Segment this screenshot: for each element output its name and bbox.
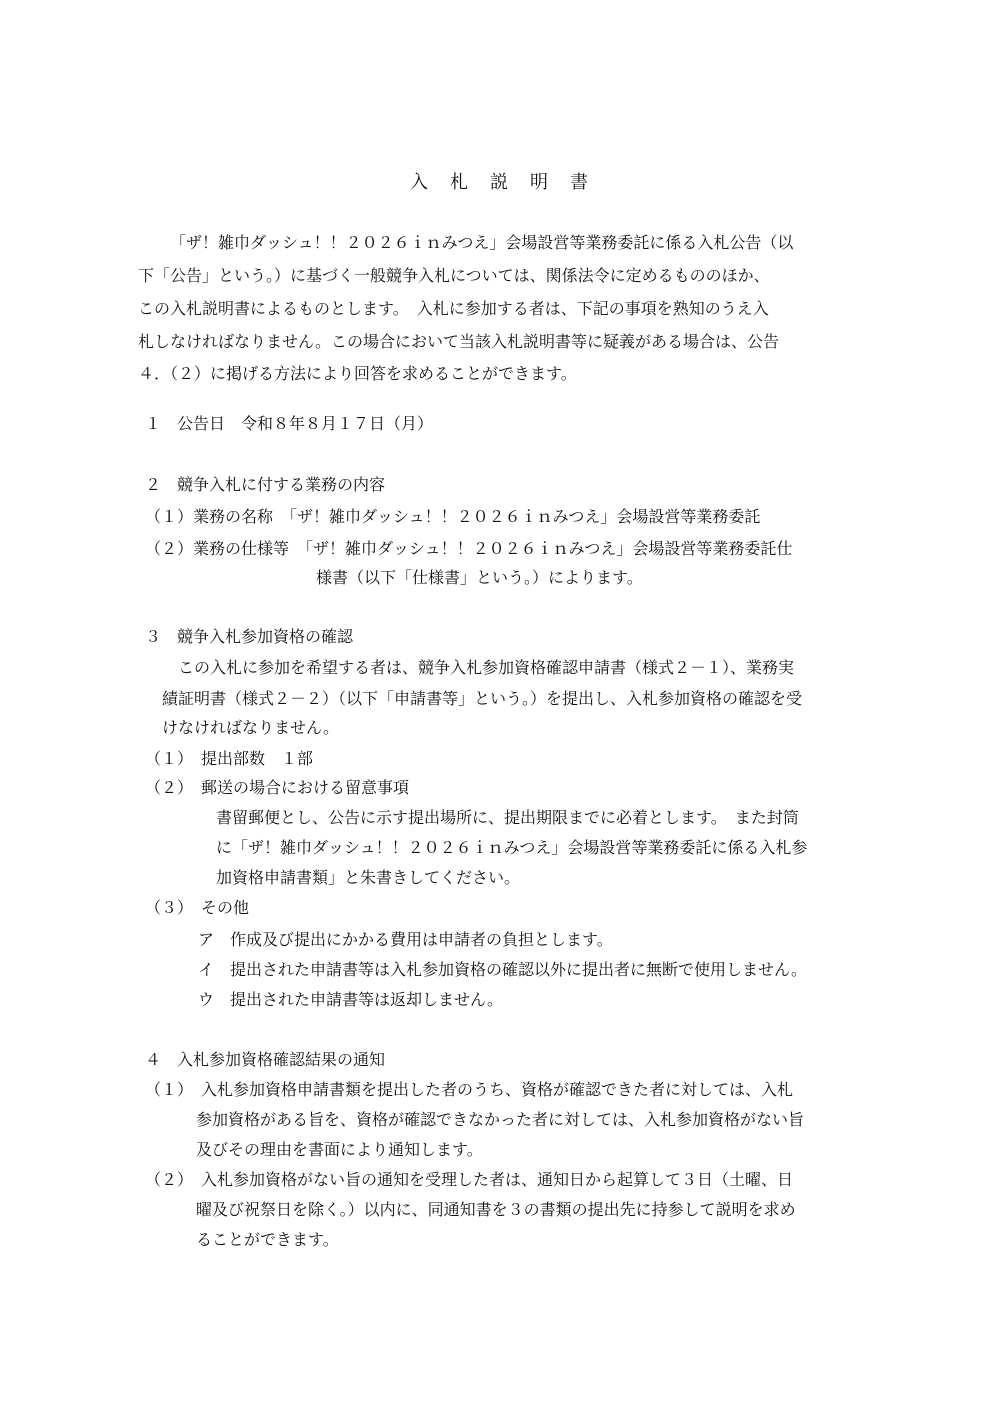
section-4-item-2-line: ることができます。 [196, 1230, 339, 1249]
intro-line: この入札説明書によるものとします。 入札に参加する者は、下記の事項を熟知のうえ入 [138, 299, 769, 318]
section-3-item-3: （３） その他 [145, 898, 250, 917]
section-4-item-1-line: 及びその理由を書面により通知します。 [196, 1140, 483, 1159]
section-2-item-2: （２）業務の仕様等 「ザ！雑巾ダッシュ！！２０２６ｉｎみつえ」会場設営等業務委託仕 [145, 539, 793, 558]
section-2-item-2-cont: 様書（以下「仕様書」という。）によります。 [316, 568, 643, 587]
document-title: 入 札 説 明 書 [410, 172, 590, 193]
section-4-item-2-line: 曜及び祝祭日を除く。）以内に、同通知書を３の書類の提出先に持参して説明を求め [196, 1200, 796, 1219]
section-2-item-1: （１）業務の名称 「ザ！雑巾ダッシュ！！２０２６ｉｎみつえ」会場設営等業務委託 [145, 507, 761, 526]
section-3-item-2-line: 書留郵便とし、公告に示す提出場所に、提出期限までに必着とします。 また封筒 [216, 808, 799, 827]
section-1-notice-date: １ 公告日 令和８年８月１７日（月） [145, 414, 434, 433]
intro-line: 下「公告」という。）に基づく一般競争入札については、関係法令に定めるもののほか、 [138, 266, 770, 285]
intro-line: 「ザ！雑巾ダッシュ！！２０２６ｉｎみつえ」会場設営等業務委託に係る入札公告（以 [170, 233, 794, 252]
section-3-item-2-line: に「ザ！雑巾ダッシュ！！２０２６ｉｎみつえ」会場設営等業務委託に係る入札参 [216, 838, 808, 857]
intro-line: ４．（２）に掲げる方法により回答を求めることができます。 [138, 364, 577, 383]
section-3-item-1: （１） 提出部数 １部 [145, 749, 314, 768]
section-3-heading: ３ 競争入札参加資格の確認 [145, 627, 354, 646]
section-3-body-line: 績証明書（様式２－２）（以下「申請書等」という。）を提出し、入札参加資格の確認を受 [162, 689, 803, 708]
section-4-item-1: （１） 入札参加資格申請書類を提出した者のうち、資格が確認できた者に対しては、入札 [145, 1080, 794, 1099]
section-4-item-2: （２） 入札参加資格がない旨の通知を受理した者は、通知日から起算して３日（土曜、日 [145, 1170, 794, 1189]
section-4-heading: ４ 入札参加資格確認結果の通知 [145, 1050, 386, 1069]
section-3-sub-item: ウ 提出された申請書等は返却しません。 [198, 990, 503, 1009]
section-3-item-2: （２） 郵送の場合における留意事項 [145, 778, 410, 797]
section-3-sub-item: ア 作成及び提出にかかる費用は申請者の負担とします。 [198, 930, 613, 949]
section-3-sub-item: イ 提出された申請書等は入札参加資格の確認以外に提出者に無断で使用しません。 [198, 960, 807, 979]
section-2-heading: ２ 競争入札に付する業務の内容 [145, 475, 386, 494]
section-3-body-line: この入札に参加を希望する者は、競争入札参加資格確認申請書（様式２－１）、業務実 [178, 658, 795, 677]
section-3-body-line: けなければなりません。 [162, 718, 339, 737]
section-4-item-1-line: 参加資格がある旨を、資格が確認できなかった者に対しては、入札参加資格がない旨 [196, 1110, 805, 1129]
section-3-item-2-line: 加資格申請書類」と朱書きしてください。 [216, 868, 521, 887]
intro-line: 札しなければなりません。この場合において当該入札説明書等に疑義がある場合は、公告 [138, 332, 779, 351]
